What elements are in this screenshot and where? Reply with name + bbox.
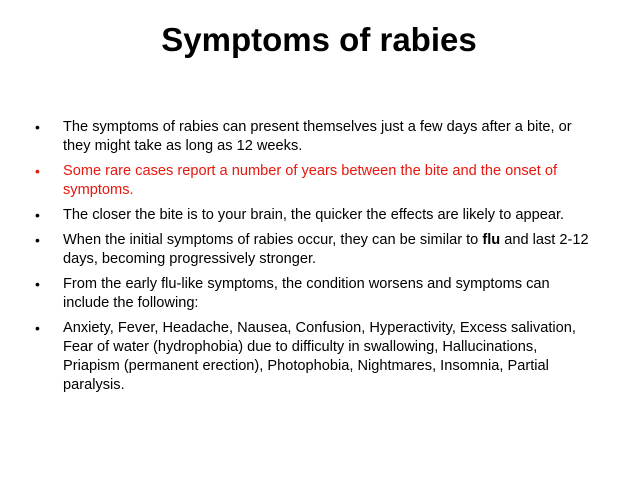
bullet-text-before: When the initial symptoms of rabies occur, they can be similar to — [63, 232, 483, 248]
slide-title: Symptoms of rabies — [161, 21, 477, 58]
bullet-item — [34, 319, 594, 395]
bullet-text-bold: flu — [482, 232, 501, 248]
bullet-item-highlighted — [34, 162, 594, 200]
bullet-list — [34, 118, 594, 401]
bullet-icon: • — [35, 276, 40, 292]
bullet-text: The symptoms of rabies can present themselves just a few days after a bite, or they might take as long as 12 weeks. — [63, 119, 572, 154]
bullet-text: Some rare cases report a number of years between the bite and the onset of symptoms. — [63, 163, 558, 198]
bullet-item — [34, 206, 594, 225]
bullet-text: From the early flu-like symptoms, the condition worsens and symptoms can include the following: — [63, 276, 550, 311]
bullet-icon: • — [35, 119, 40, 135]
bullet-text: Anxiety, Fever, Headache, Nausea, Confusion, Hyperactivity, Excess salivation, Fear of water (hydrophobia) due to difficulty in swallowing, Hallucinations, Priapism (permanent erection), Photophobia, Nightmares, Insomnia, Partial paralysis. — [63, 320, 576, 393]
bullet-icon: • — [35, 320, 40, 336]
bullet-item — [34, 275, 594, 313]
bullet-text: The closer the bite is to your brain, the quicker the effects are likely to appear. — [63, 207, 565, 223]
bullet-item — [34, 231, 594, 269]
bullet-text-after: and last 2-12 days, becoming progressively stronger. — [63, 232, 589, 267]
bullet-icon: • — [35, 207, 40, 223]
bullet-icon: • — [35, 232, 40, 248]
bullet-item — [34, 118, 594, 156]
bullet-icon: • — [35, 163, 40, 179]
